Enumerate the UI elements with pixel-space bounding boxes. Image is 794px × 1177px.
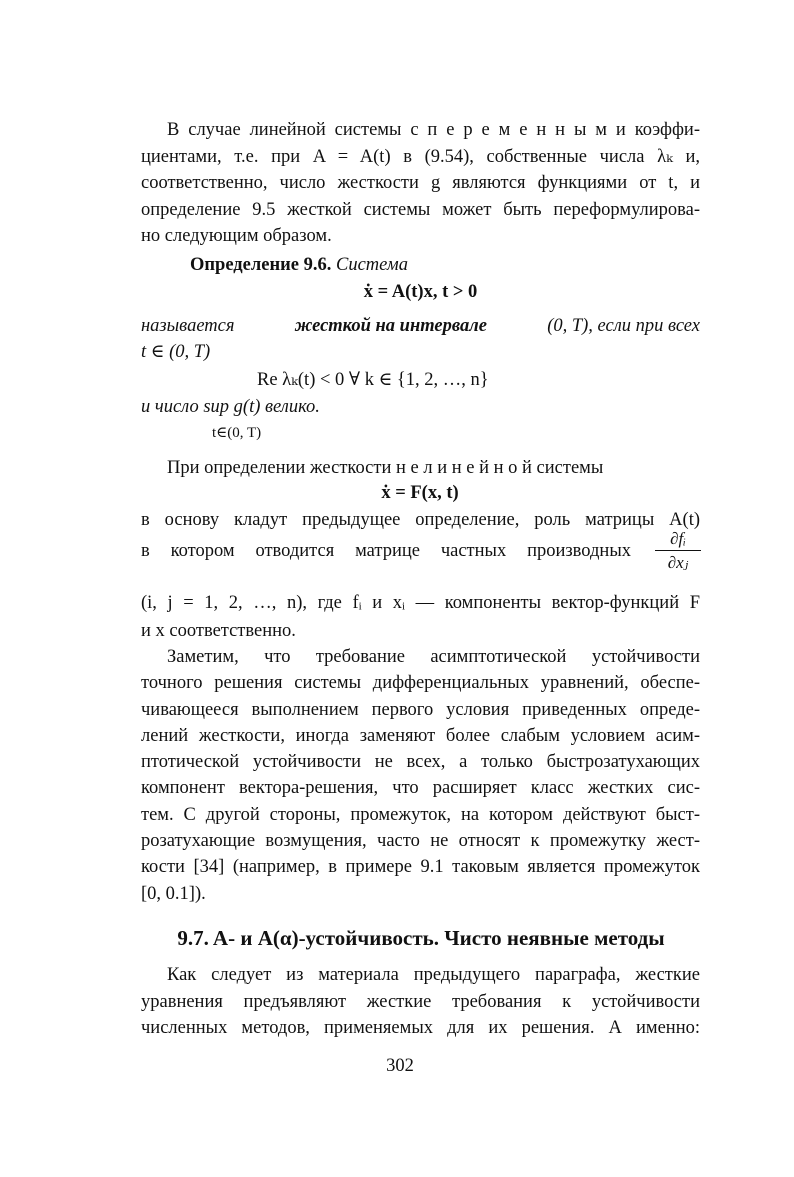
text-line: определение 9.5 жесткой системы может быть переформулирова- <box>141 200 700 220</box>
text-line: [0, 0.1]). <box>141 884 206 904</box>
text-line: но следующим образом. <box>141 226 332 246</box>
equation: ẋ = A(t)x, t > 0 <box>363 282 478 302</box>
sup-subscript: t∈(0, T) <box>212 425 262 441</box>
fraction-numerator: ∂fᵢ <box>655 528 701 551</box>
text-line: Как следует из материала предыдущего параграфа, жесткие <box>167 965 700 985</box>
text-line: уравнения предъявляют жесткие требования к устойчивости <box>141 992 700 1012</box>
emphasis: жесткой на интервале <box>294 316 487 336</box>
text-line: t ∈ (0, T) <box>141 342 211 362</box>
text-line: кости [34] (например, в примере 9.1 таковым является промежуток <box>141 857 700 877</box>
page-number: 302 <box>386 1056 414 1076</box>
text-line: циентами, т.е. при A = A(t) в (9.54), собственные числа λₖ и, <box>141 147 700 167</box>
text-line: в основу кладут предыдущее определение, роль матрицы A(t) <box>141 510 700 530</box>
text-line: тем. С другой стороны, промежуток, на котором действуют быст- <box>141 805 700 825</box>
text-line: в котором отводится матрице частных производных <box>141 541 631 561</box>
text-line <box>141 314 700 338</box>
text-line: При определении жесткости н е л и н е й н о й системы <box>167 458 604 478</box>
text-line: Заметим, что требование асимптотической устойчивости <box>167 647 700 667</box>
text-line: компонент вектора-решения, что расширяет класс жестких сис- <box>141 778 700 798</box>
text-fragment: называется <box>141 316 235 336</box>
text-line: численных методов, применяемых для их решения. А именно: <box>141 1018 700 1038</box>
fraction-denominator: ∂xⱼ <box>667 553 689 572</box>
condition: Re λₖ(t) < 0 ∀ k ∈ {1, 2, …, n} <box>257 370 489 390</box>
text-line: чивающееся выполнением первого условия приведенных опреде- <box>141 700 700 720</box>
text-line: точного решения системы дифференциальных уравнений, обеспе- <box>141 673 700 693</box>
text-line: В случае линейной системы с п е р е м е н н ы м и коэффи- <box>167 120 700 140</box>
equation: ẋ = F(x, t) <box>381 483 459 503</box>
definition-label: Определение 9.6. <box>190 255 332 275</box>
text-line: (i, j = 1, 2, …, n), где fᵢ и xᵢ — компоненты вектор-функций F <box>141 593 700 613</box>
definition-label-rest: Система <box>336 255 408 275</box>
text-line: и x соответственно. <box>141 621 296 641</box>
text-line: лений жесткости, иногда заменяют более слабым условием асим- <box>141 726 700 746</box>
text-fragment: (0, T), если при всех <box>547 316 700 336</box>
text-line: и число sup g(t) велико. <box>141 397 320 417</box>
text-line: розатухающие возмущения, часто не относят к промежутку жест- <box>141 831 700 851</box>
text-line: соответственно, число жесткости g являются функциями от t, и <box>141 173 700 193</box>
fraction <box>655 528 701 575</box>
definition-title <box>190 253 749 277</box>
section-heading: 9.7. A- и A(α)-устойчивость. Чисто неявные методы <box>177 926 665 950</box>
text-line: птотической устойчивости не всех, а только быстрозатухающих <box>141 752 700 772</box>
